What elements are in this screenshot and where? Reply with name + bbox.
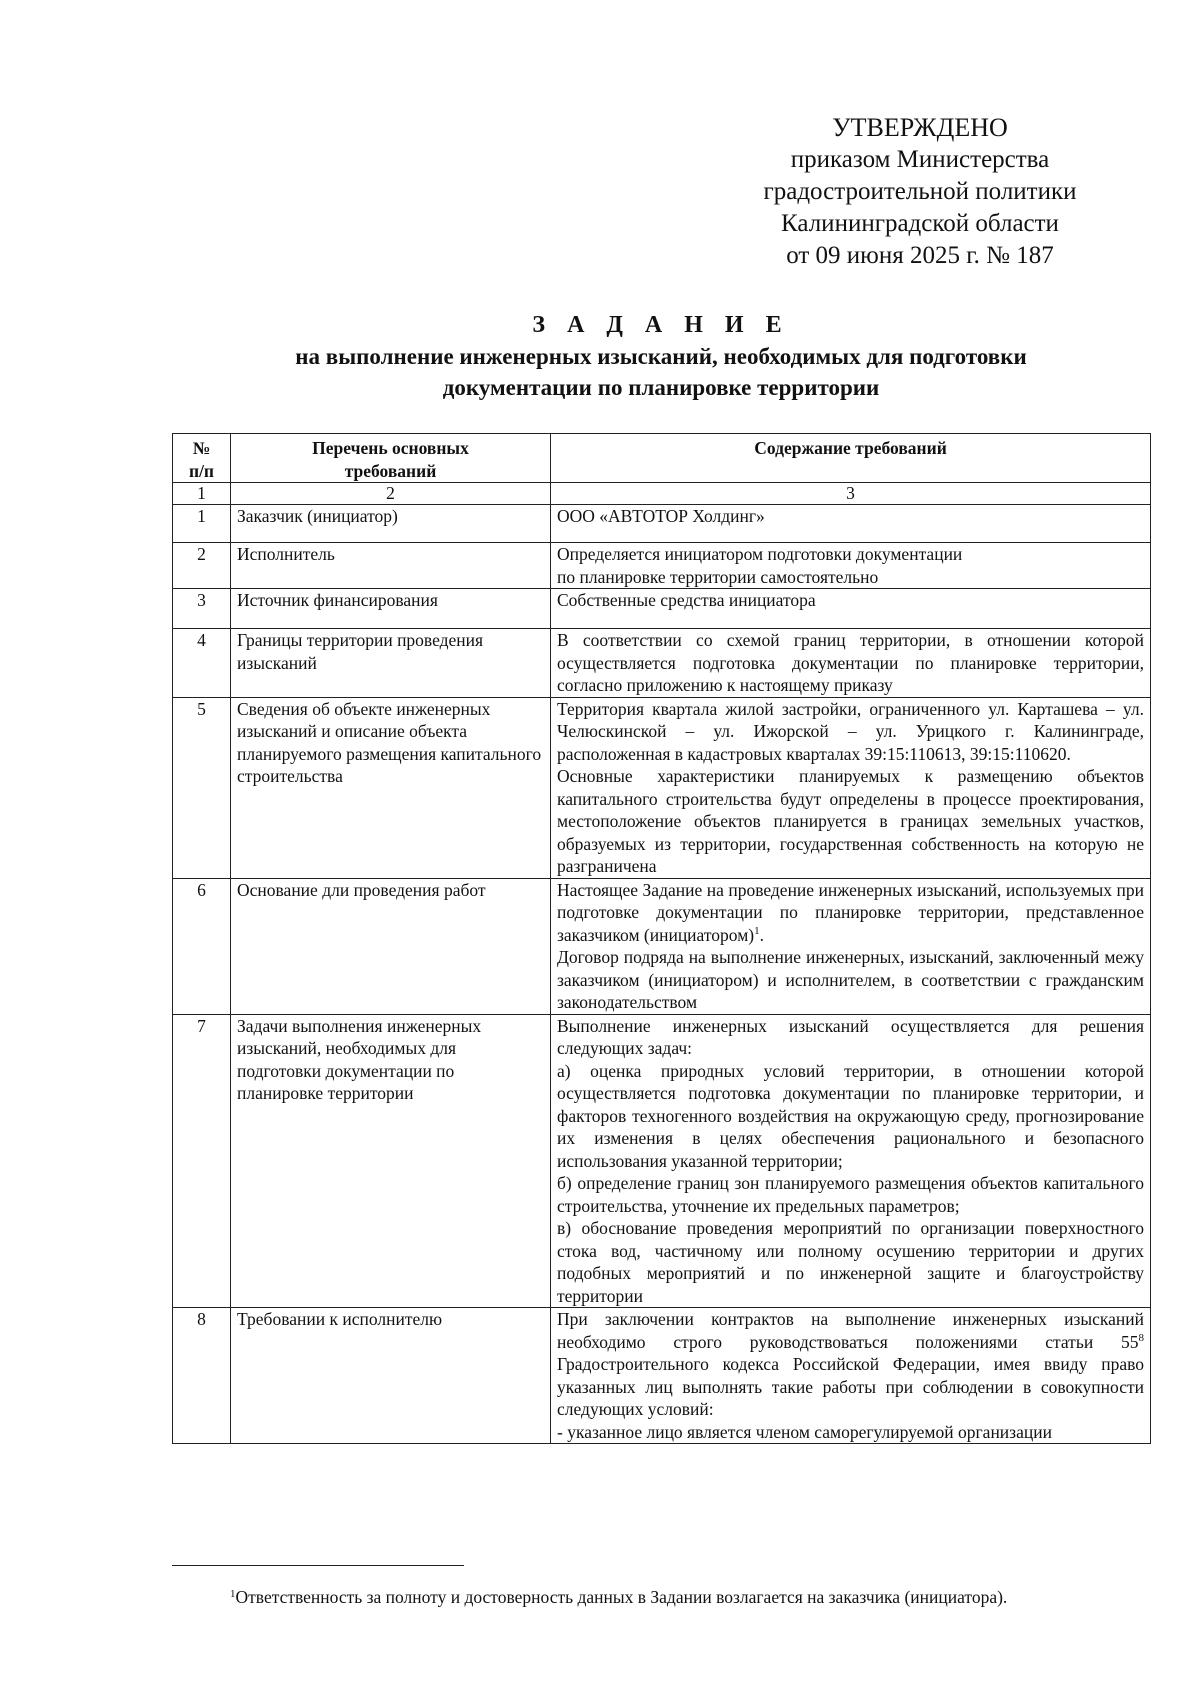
row-number: 6 bbox=[173, 878, 231, 1014]
table-row bbox=[173, 543, 1151, 589]
approval-date-line: от 09 июня 2025 г. № 187 bbox=[786, 242, 1054, 269]
footnote-text: Ответственность за полноту и достоверность данных в Задании возлагается на заказчика (инициатора). bbox=[235, 1587, 1008, 1607]
row-content: В соответствии со схемой границ территории, в отношении которой осуществляется подготовка документации по планировке территории, согласно приложению к настоящему приказу bbox=[551, 629, 1151, 698]
col-number: 1 bbox=[173, 483, 231, 505]
row-requirement: Сведения об объекте инженерных изысканий и описание объекта планируемого размещения капитального строительства bbox=[231, 697, 551, 878]
article-superscript: 8 bbox=[1138, 1331, 1144, 1344]
row-number: 7 bbox=[173, 1014, 231, 1308]
document-title bbox=[172, 310, 1150, 403]
row-requirement: Исполнитель bbox=[231, 543, 551, 589]
row-requirement: Границы территории проведения изысканий bbox=[231, 629, 551, 698]
approval-line: градостроительной политики bbox=[763, 178, 1077, 205]
row-requirement: Требовании к исполнителю bbox=[231, 1308, 551, 1444]
row-number: 2 bbox=[173, 543, 231, 589]
row-requirement: Задачи выполнения инженерных изысканий, необходимых для подготовки документации по планировке территории bbox=[231, 1014, 551, 1308]
footnote-divider bbox=[172, 1565, 464, 1566]
approval-line: приказом Министерства bbox=[790, 146, 1050, 173]
row-number: 5 bbox=[173, 697, 231, 878]
table-header-row bbox=[173, 434, 1151, 483]
row-content: ООО «АВТОТОР Холдинг» bbox=[551, 505, 1151, 543]
col-number: 3 bbox=[551, 483, 1151, 505]
table-row bbox=[173, 629, 1151, 698]
row-number: 3 bbox=[173, 589, 231, 629]
table-row bbox=[173, 1014, 1151, 1308]
approval-heading: УТВЕРЖДЕНО bbox=[832, 113, 1008, 142]
header-number: № п/п bbox=[173, 434, 231, 483]
approval-stamp-block bbox=[700, 112, 1140, 272]
row-content: Настоящее Задание на проведение инженерных изысканий, используемых при подготовке документации по планировке территории, представленное заказчиком (инициатором)$^1$. Договор подряда на выполнение инженерных, изысканий, заключенный межу заказчиком (инициатором) и исполнителем, в соответствии с гражданским законодательством bbox=[551, 878, 1151, 1014]
table-row bbox=[173, 1308, 1151, 1444]
column-numbers-row bbox=[173, 483, 1151, 505]
header-requirements: Перечень основных требований bbox=[231, 434, 551, 483]
row-requirement: Основание дли проведения работ bbox=[231, 878, 551, 1014]
footnote bbox=[230, 1586, 1160, 1608]
title-heading: З А Д А Н И Е bbox=[532, 312, 790, 338]
row-content: Выполнение инженерных изысканий осуществляется для решения следующих задач: а) оценка природных условий территории, в отношении которой осуществляется подготовка документации по планировке территории, и факторов техногенного воздействия на окружающую среду, прогнозирование их изменения в целях обеспечения рационального и безопасного использования указанной территории; б) определение границ зон планируемого размещения объектов капитального строительства, уточнение их предельных параметров; в) обоснование проведения мероприятий по организации поверхностного стока вод, частичному или полному осушению территории и других подобных мероприятий и по инженерной защите и благоустройству территории bbox=[551, 1014, 1151, 1308]
row-number: 1 bbox=[173, 505, 231, 543]
requirements-table bbox=[172, 433, 1151, 1444]
table-row bbox=[173, 505, 1151, 543]
header-content: Содержание требований bbox=[551, 434, 1151, 483]
title-line-2: документации по планировке территории bbox=[442, 375, 880, 400]
row-requirement: Заказчик (инициатор) bbox=[231, 505, 551, 543]
row-content: Собственные средства инициатора bbox=[551, 589, 1151, 629]
footnote-ref: 1 bbox=[754, 924, 760, 937]
row-number: 8 bbox=[173, 1308, 231, 1444]
table-row bbox=[173, 589, 1151, 629]
row-requirement: Источник финансирования bbox=[231, 589, 551, 629]
row-content: Территория квартала жилой застройки, ограниченного ул. Карташева – ул. Челюскинской – ул. Ижорской – ул. Урицкого г. Калининграде, расположенная в кадастровых кварталах 39:15:110613, 39:15:110620. Основные характеристики планируемых к размещению объектов капитального строительства будут определены в процессе проектирования, местоположение объектов планируется в границах земельных участков, образуемых из территории, государственная собственность на которую не разграничена bbox=[551, 697, 1151, 878]
row-content: При заключении контрактов на выполнение инженерных изысканий необходимо строго руководствоваться положениями статьи $55^8$ Градостроительного кодекса Российской Федерации, имея ввиду право указанных лиц выполнять такие работы при соблюдении в совокупности следующих условий: - указанное лицо является членом саморегулируемой организации bbox=[551, 1308, 1151, 1444]
title-line-1: на выполнение инженерных изысканий, необходимых для подготовки bbox=[295, 344, 1027, 369]
table-row bbox=[173, 697, 1151, 878]
footnote-mark: 1 bbox=[230, 1588, 236, 1600]
col-number: 2 bbox=[231, 483, 551, 505]
approval-line: Калининградской области bbox=[781, 210, 1059, 237]
row-content: Определяется инициатором подготовки документации по планировке территории самостоятельно bbox=[551, 543, 1151, 589]
row-number: 4 bbox=[173, 629, 231, 698]
table-row bbox=[173, 878, 1151, 1014]
